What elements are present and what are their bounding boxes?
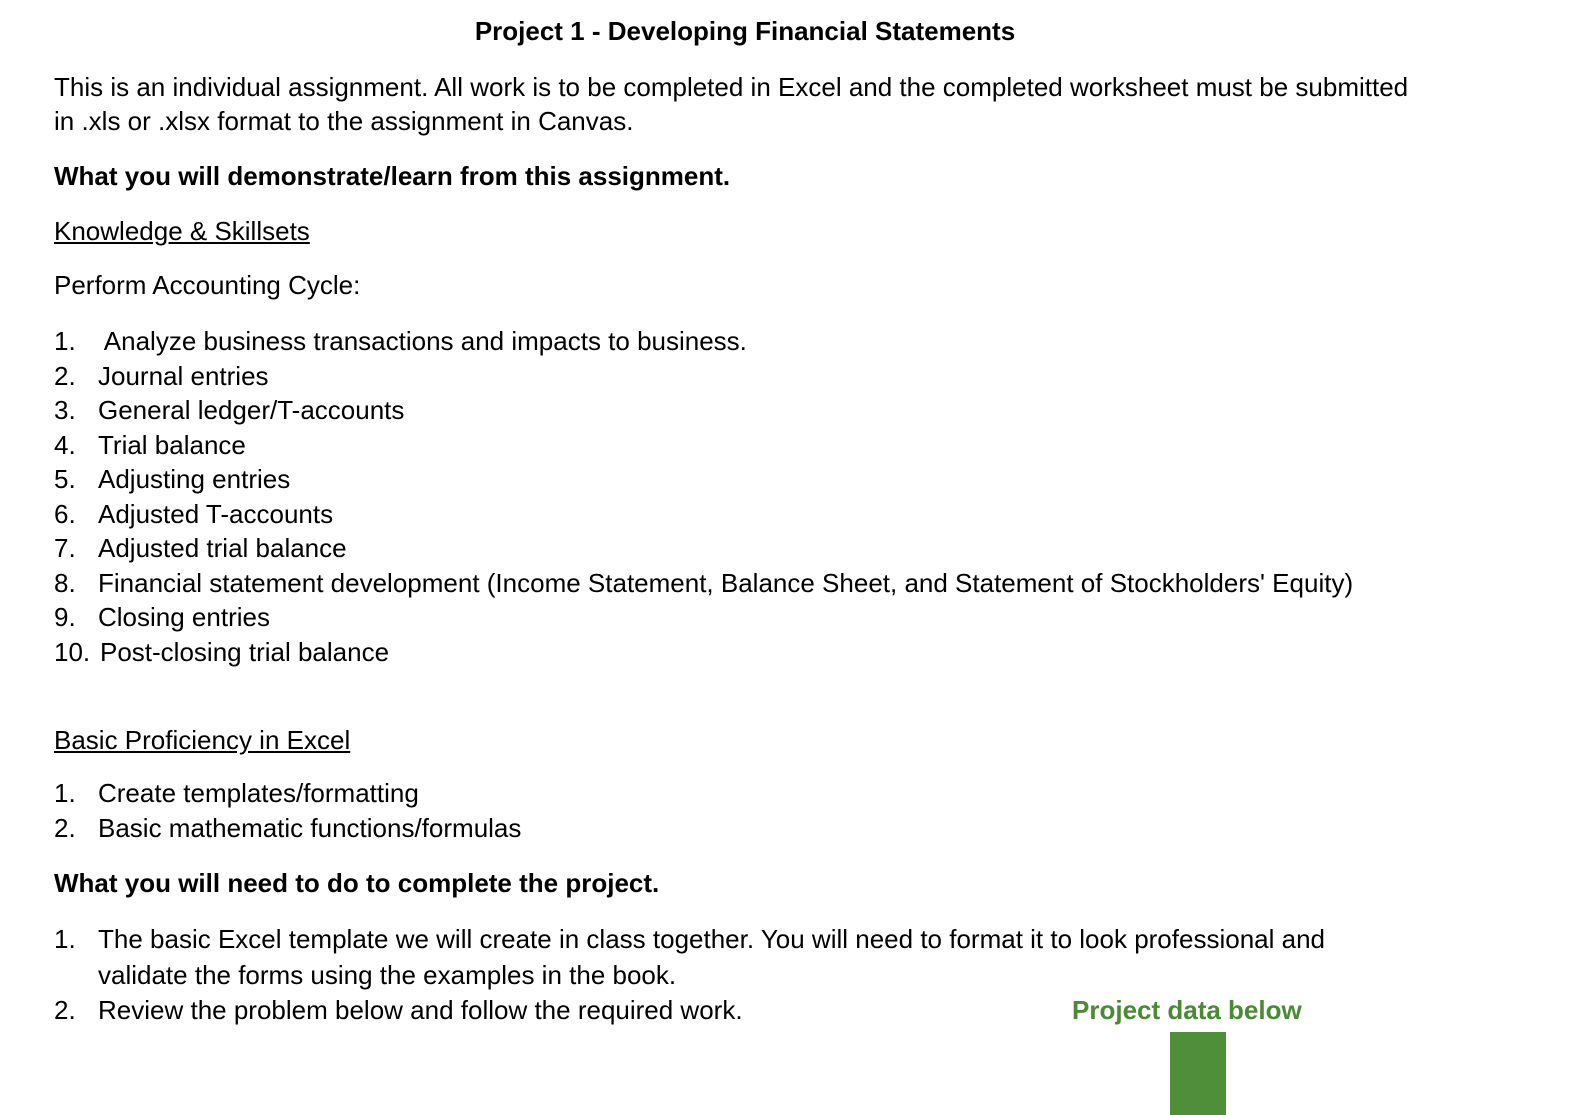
excel-proficiency-heading: Basic Proficiency in Excel bbox=[54, 725, 351, 755]
accounting-cycle-list bbox=[54, 324, 1394, 669]
list-item-text: Adjusting entries bbox=[98, 464, 291, 494]
list-item bbox=[54, 635, 1394, 670]
project-data-callout: Project data below bbox=[1072, 995, 1302, 1025]
list-number: 6. bbox=[54, 498, 76, 529]
knowledge-skillsets-heading: Knowledge & Skillsets bbox=[54, 216, 310, 246]
list-number: 9. bbox=[54, 602, 76, 632]
list-number: 2. bbox=[54, 360, 76, 391]
list-item-text: Create templates/formatting bbox=[98, 778, 419, 808]
list-item-text: Trial balance bbox=[98, 429, 246, 460]
list-number: 1. bbox=[54, 778, 76, 808]
list-item bbox=[54, 462, 1394, 497]
list-number: 2. bbox=[54, 812, 76, 843]
list-item-text: Basic mathematic functions/formulas bbox=[98, 812, 522, 843]
list-item bbox=[54, 393, 1394, 428]
list-item-text: Closing entries bbox=[98, 602, 270, 632]
list-number: 2. bbox=[54, 995, 76, 1025]
list-item-text: Financial statement development (Income Statement, Balance Sheet, and Statement of Stockholders' Equity) bbox=[98, 567, 1354, 598]
list-number: 4. bbox=[54, 429, 76, 460]
list-item-text: Analyze business transactions and impacts to business. bbox=[98, 326, 747, 356]
page-title: Project 1 - Developing Financial Statements bbox=[474, 16, 1016, 46]
list-number: 1. bbox=[54, 924, 76, 954]
list-number: 8. bbox=[54, 567, 76, 598]
list-number: 10. bbox=[54, 636, 91, 667]
list-item-text: Review the problem below and follow the required work. bbox=[98, 995, 743, 1025]
list-item bbox=[54, 922, 1374, 993]
demonstrate-heading: What you will demonstrate/learn from this assignment. bbox=[54, 161, 731, 191]
list-item bbox=[54, 324, 1394, 359]
list-item bbox=[54, 776, 1394, 811]
accounting-cycle-label: Perform Accounting Cycle: bbox=[54, 270, 361, 300]
intro-paragraph: This is an individual assignment. All work is to be completed in Excel and the completed worksheet must be submitted in .xls or .xlsx format to the assignment in Canvas. bbox=[54, 72, 1409, 136]
list-item-text: The basic Excel template we will create in class together. You will need to format it to look professional and validate the forms using the examples in the book. bbox=[98, 924, 1325, 990]
list-item-text: Adjusted T-accounts bbox=[98, 498, 334, 529]
list-item bbox=[54, 359, 1394, 394]
list-item bbox=[54, 428, 1394, 463]
list-item bbox=[54, 600, 1394, 635]
list-number: 7. bbox=[54, 533, 76, 563]
down-arrow-icon bbox=[1170, 1032, 1226, 1115]
list-number: 1. bbox=[54, 326, 76, 356]
document-page bbox=[54, 0, 1494, 1115]
list-item bbox=[54, 497, 1394, 532]
complete-project-heading: What you will need to do to complete the project. bbox=[54, 868, 660, 898]
list-item-text: Journal entries bbox=[98, 360, 269, 391]
list-number: 5. bbox=[54, 464, 76, 494]
list-item-text: Post-closing trial balance bbox=[100, 636, 390, 667]
excel-skills-list bbox=[54, 776, 1394, 845]
list-item bbox=[54, 811, 1394, 846]
list-item-text: General ledger/T-accounts bbox=[98, 395, 405, 425]
list-item bbox=[54, 566, 1394, 601]
list-item-text: Adjusted trial balance bbox=[98, 533, 347, 563]
list-item bbox=[54, 531, 1394, 566]
list-number: 3. bbox=[54, 395, 76, 425]
